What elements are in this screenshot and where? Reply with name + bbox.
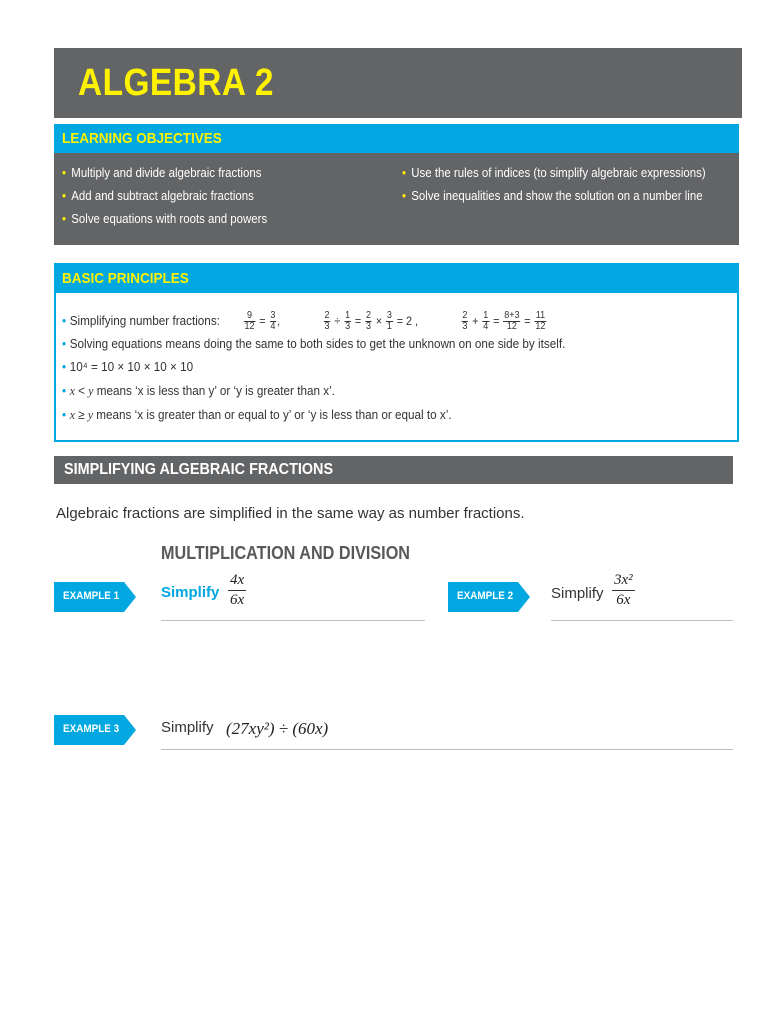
principle-fractions: • Simplifying number fractions: $\frac{9}{12}$ = $\frac{3}{4}$ , $\frac{2}{3}$ ÷ $\frac{1}{3}$ = $\frac{2}{3}$ × $\frac{3}{1}$ = 2 , $\frac{2}{3}$ + $\frac{1}{4}$ = $\frac{8+3}{12}$ = $\frac{11}{12}$ [62,310,546,332]
example-1-simplify: Simplify [161,584,220,601]
example-label: EXAMPLE 3 [63,723,120,735]
principle-greater-equal: • x ≥ y means ‘x is greater than or equal to y’ or ‘y is less than or equal to x’. [62,407,452,422]
bullet-icon: • [62,336,67,351]
bullet-icon: • [62,383,67,398]
bullet-icon: • [62,312,67,328]
example-1-fraction: $\frac{4x}{6x}$ [230,572,245,608]
example-2-simplify: Simplify [551,585,604,602]
bullet-icon: • [402,165,407,180]
section-header [54,456,733,484]
divider [161,620,425,621]
basic-principles-title: BASIC PRINCIPLES [62,270,189,287]
basic-principles-panel [54,293,739,442]
learning-objectives-header [54,124,739,153]
learning-objectives-title: LEARNING OBJECTIVES [62,130,222,147]
arrow-icon [124,582,136,612]
chapter-header [54,48,742,118]
objective-item: • Solve equations with roots and powers [62,211,268,226]
objective-item: • Solve inequalities and show the solution on a number line [402,188,703,203]
bullet-icon: • [62,359,67,374]
example-2-tab [448,582,530,612]
bullet-icon: • [62,188,67,203]
principle-equations: • Solving equations means doing the same to both sides to get the unknown on one side by itself. [62,336,566,351]
chapter-title: ALGEBRA 2 [78,62,274,104]
principle-less-than: • x < y means ‘x is less than y’ or ‘y is greater than x’. [62,383,335,398]
objective-item: • Add and subtract algebraic fractions [62,188,254,203]
principle-powers: • 10⁴ = 10 × 10 × 10 × 10 [62,359,194,374]
basic-principles-header [54,263,739,293]
fraction: $\frac{9}{12}$ [244,310,255,332]
objective-item: • Use the rules of indices (to simplify algebraic expressions) [402,165,706,180]
bullet-icon: • [62,165,67,180]
divider [161,749,733,750]
bullet-icon: • [402,188,407,203]
arrow-icon [518,582,530,612]
bullet-icon: • [62,407,67,422]
fraction: $\frac{3}{4}$ [270,310,276,332]
example-label: EXAMPLE 1 [63,590,120,602]
example-3-expression: (27xy²) ÷ (60x) [226,719,329,738]
section-title: SIMPLIFYING ALGEBRAIC FRACTIONS [64,461,334,478]
example-label: EXAMPLE 2 [457,590,514,602]
example-3-tab [54,715,136,745]
bullet-icon: • [62,211,67,226]
intro-text: Algebraic fractions are simplified in the same way as number fractions. [56,505,525,522]
learning-objectives-panel [54,153,739,245]
example-2-fraction: $\frac{\text{3x²}}{6x}$ [614,572,633,608]
arrow-icon [124,715,136,745]
divider [551,620,733,621]
subsection-title: MULTIPLICATION AND DIVISION [161,543,410,563]
objective-item: • Multiply and divide algebraic fractions [62,165,262,180]
example-1-tab [54,582,136,612]
example-3-simplify: Simplify [161,719,214,736]
